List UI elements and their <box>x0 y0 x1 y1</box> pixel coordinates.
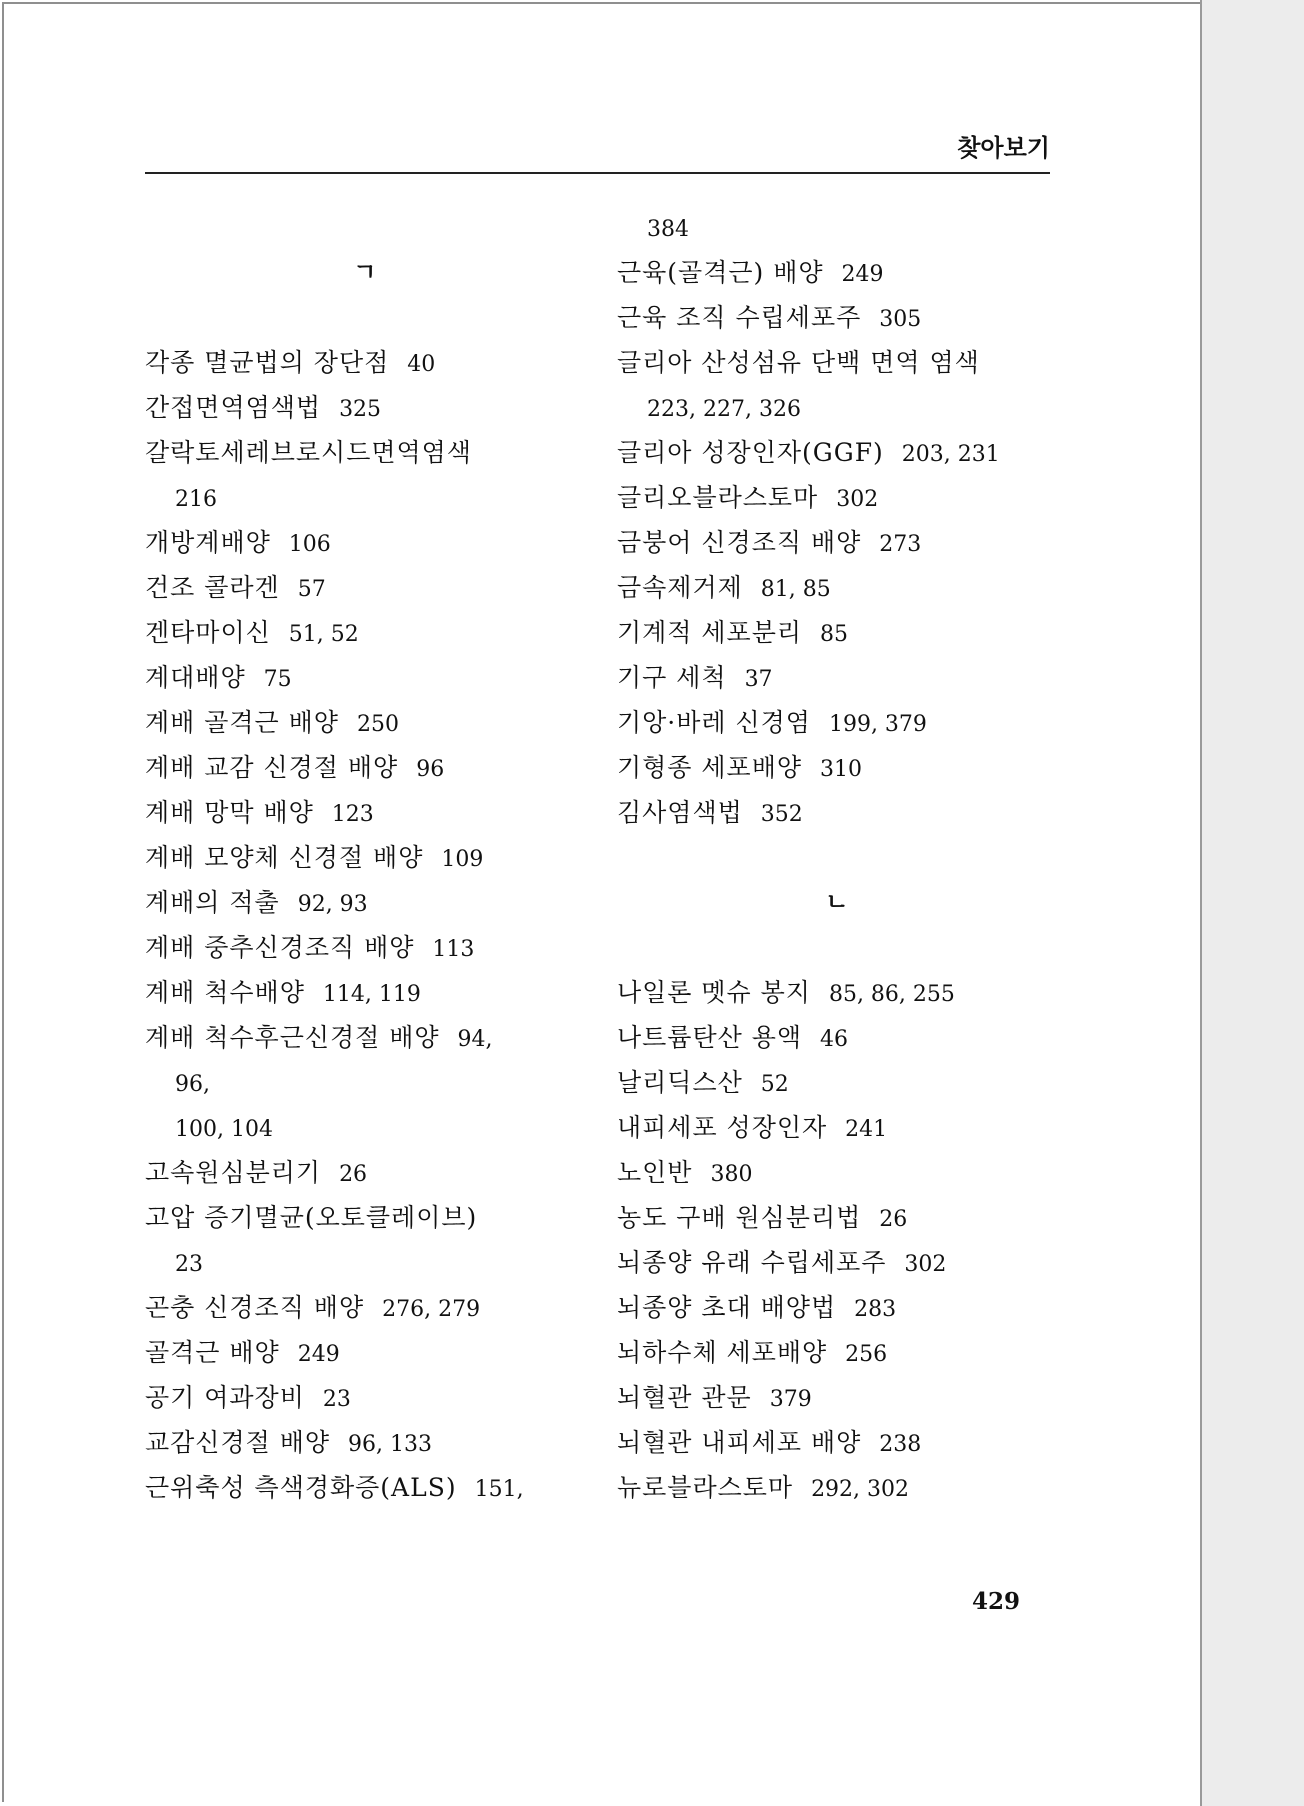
index-term: 계대배양 <box>145 663 246 692</box>
index-entry <box>617 1195 1057 1240</box>
index-term: 건조 콜라겐 <box>145 573 280 602</box>
index-term: 기형종 세포배양 <box>617 753 802 782</box>
index-entry-continuation <box>617 205 1057 250</box>
index-entry <box>145 1150 585 1195</box>
index-term: 계배 척수후근신경절 배양 <box>145 1023 440 1052</box>
page-refs: 123 <box>331 802 374 827</box>
index-entry <box>145 655 585 700</box>
index-term: 뇌종양 유래 수립세포주 <box>617 1248 887 1277</box>
page-edge <box>1200 0 1304 1806</box>
index-term: 근육 조직 수립세포주 <box>617 303 862 332</box>
page-refs: 249 <box>297 1342 340 1367</box>
page-refs: 199, 379 <box>828 712 927 737</box>
index-term: 곤충 신경조직 배양 <box>145 1293 365 1322</box>
index-term: 근위축성 측색경화증(ALS) <box>145 1473 457 1502</box>
page-refs: 151, <box>474 1477 524 1502</box>
index-entry <box>617 475 1057 520</box>
page-refs: 100, 104 <box>175 1117 273 1142</box>
page-refs: 26 <box>879 1207 908 1232</box>
index-entry <box>145 385 585 430</box>
blank-line <box>145 205 585 250</box>
index-term: 노인반 <box>617 1158 693 1187</box>
index-entry <box>145 970 585 1015</box>
index-entry <box>617 1240 1057 1285</box>
page-refs: 96, <box>175 1072 210 1097</box>
index-entry <box>145 1375 585 1420</box>
page-refs: 276, 279 <box>382 1297 481 1322</box>
index-entry <box>617 1150 1057 1195</box>
index-term: 계배 중추신경조직 배양 <box>145 933 415 962</box>
index-entry <box>145 790 585 835</box>
page-refs: 106 <box>288 532 331 557</box>
index-entry <box>145 880 585 925</box>
page-refs: 292, 302 <box>811 1477 910 1502</box>
page-refs: 310 <box>820 757 862 782</box>
page-refs: 114, 119 <box>322 982 421 1007</box>
index-entry <box>617 790 1057 835</box>
index-entry <box>617 250 1057 295</box>
index-term: 교감신경절 배양 <box>145 1428 330 1457</box>
index-term: 계배 척수배양 <box>145 978 305 1007</box>
index-term: 갈락토세레브로시드면역염색 <box>145 438 472 467</box>
index-term: 근육(골격근) 배양 <box>617 258 824 287</box>
index-entry <box>617 610 1057 655</box>
index-entry <box>617 295 1057 340</box>
index-term: 뇌혈관 내피세포 배양 <box>617 1428 862 1457</box>
index-entry <box>617 1015 1057 1060</box>
index-entry <box>145 925 585 970</box>
index-term: 금속제거제 <box>617 573 743 602</box>
index-term: 계배 망막 배양 <box>145 798 314 827</box>
index-entry <box>145 610 585 655</box>
index-term: 간접면역염색법 <box>145 393 322 422</box>
index-term: 기앙·바레 신경염 <box>617 708 811 737</box>
blank-line <box>617 925 1057 970</box>
page-refs: 81, 85 <box>760 577 831 602</box>
index-entry <box>617 1375 1057 1420</box>
index-entry <box>617 1465 1057 1510</box>
index-term: 공기 여과장비 <box>145 1383 305 1412</box>
index-entry <box>145 1330 585 1375</box>
page-refs: 52 <box>760 1072 789 1097</box>
index-column-left <box>145 205 585 1510</box>
index-entry-continuation <box>145 1240 585 1285</box>
index-entry <box>617 565 1057 610</box>
page-refs: 216 <box>175 487 217 512</box>
page-refs: 40 <box>407 352 436 377</box>
page-refs: 96, 133 <box>348 1432 432 1457</box>
page-refs: 94, <box>457 1027 493 1052</box>
blank-line <box>617 835 1057 880</box>
index-term: 각종 멸균법의 장단점 <box>145 348 390 377</box>
index-term: 계배 골격근 배양 <box>145 708 339 737</box>
index-term: 고압 증기멸균(오토클레이브) <box>145 1203 478 1232</box>
index-entry <box>145 1420 585 1465</box>
index-term: 계배 교감 신경절 배양 <box>145 753 399 782</box>
page-refs: 238 <box>879 1432 922 1457</box>
page-refs: 249 <box>841 262 884 287</box>
page-refs: 57 <box>297 577 326 602</box>
page-refs: 85 <box>820 622 848 647</box>
index-term: 농도 구배 원심분리법 <box>617 1203 862 1232</box>
page-refs: 250 <box>356 712 399 737</box>
index-entry <box>145 700 585 745</box>
page-refs: 113 <box>432 937 475 962</box>
index-entry <box>145 565 585 610</box>
index-entry <box>617 1420 1057 1465</box>
index-term: 글리아 성장인자(GGF) <box>617 438 884 467</box>
index-entry <box>617 745 1057 790</box>
page-refs: 256 <box>845 1342 888 1367</box>
page-refs: 92, 93 <box>297 892 368 917</box>
page-refs: 379 <box>769 1387 812 1412</box>
index-term: 글리오블라스토마 <box>617 483 819 512</box>
page-refs: 223, 227, 326 <box>647 397 801 422</box>
section-letter-heading: ㄱ <box>353 258 377 286</box>
page-refs: 75 <box>263 667 292 692</box>
index-term: 나트륨탄산 용액 <box>617 1023 802 1052</box>
index-term: 계배 모양체 신경절 배양 <box>145 843 424 872</box>
page-refs: 37 <box>744 667 773 692</box>
index-entry <box>617 1330 1057 1375</box>
index-term: 뇌종양 초대 배양법 <box>617 1293 837 1322</box>
index-entry <box>145 1285 585 1330</box>
index-term: 금붕어 신경조직 배양 <box>617 528 862 557</box>
section-letter-heading: ㄴ <box>825 888 849 916</box>
running-head: 찾아보기 <box>957 134 1050 162</box>
index-term: 김사염색법 <box>617 798 743 827</box>
index-term: 글리아 산성섬유 단백 면역 염색 <box>617 348 980 377</box>
page-refs: 302 <box>904 1252 947 1277</box>
index-entry-continuation <box>617 385 1057 430</box>
page-refs: 283 <box>854 1297 897 1322</box>
index-term: 내피세포 성장인자 <box>617 1113 828 1142</box>
index-term: 뇌하수체 세포배양 <box>617 1338 828 1367</box>
index-entry-continuation <box>145 1105 585 1150</box>
index-entry <box>617 520 1057 565</box>
index-entry-continuation <box>145 1060 585 1105</box>
page-refs: 23 <box>175 1252 203 1277</box>
index-term: 뇌혈관 관문 <box>617 1383 752 1412</box>
index-term: 계배의 적출 <box>145 888 280 917</box>
page-refs: 384 <box>647 217 689 242</box>
index-term: 골격근 배양 <box>145 1338 280 1367</box>
page-refs: 51, 52 <box>288 622 359 647</box>
page-refs: 352 <box>760 802 803 827</box>
index-entry <box>617 340 1057 385</box>
index-term: 고속원심분리기 <box>145 1158 322 1187</box>
index-term: 개방계배양 <box>145 528 271 557</box>
page-refs: 96 <box>416 757 445 782</box>
blank-line <box>145 295 585 340</box>
page-refs: 46 <box>820 1027 848 1052</box>
index-entry <box>617 1105 1057 1150</box>
header-rule <box>145 172 1050 174</box>
page-refs: 305 <box>879 307 922 332</box>
page-refs: 380 <box>710 1162 753 1187</box>
page-refs: 203, 231 <box>901 442 1000 467</box>
index-entry <box>145 340 585 385</box>
index-entry <box>617 1285 1057 1330</box>
index-entry <box>617 970 1057 1015</box>
index-term: 나일론 멧슈 봉지 <box>617 978 811 1007</box>
index-entry <box>145 430 585 475</box>
index-entry <box>617 655 1057 700</box>
page-number: 429 <box>971 1588 1020 1615</box>
index-entry <box>617 430 1057 475</box>
index-entry <box>145 835 585 880</box>
page-refs: 302 <box>836 487 879 512</box>
index-entry <box>617 1060 1057 1105</box>
index-column-right <box>617 205 1057 1510</box>
index-entry <box>145 1195 585 1240</box>
index-term: 기계적 세포분리 <box>617 618 802 647</box>
page-refs: 325 <box>339 397 382 422</box>
index-entry <box>145 745 585 790</box>
index-term: 겐타마이신 <box>145 618 271 647</box>
index-entry <box>145 1015 585 1060</box>
page-refs: 85, 86, 255 <box>828 982 955 1007</box>
index-entry <box>145 520 585 565</box>
page-refs: 26 <box>339 1162 368 1187</box>
index-term: 날리딕스산 <box>617 1068 743 1097</box>
page-refs: 241 <box>845 1117 888 1142</box>
page-refs: 23 <box>322 1387 351 1412</box>
page-refs: 273 <box>879 532 922 557</box>
index-entry <box>145 1465 585 1510</box>
index-entry <box>617 700 1057 745</box>
index-term: 기구 세척 <box>617 663 727 692</box>
index-entry-continuation <box>145 475 585 520</box>
index-term: 뉴로블라스토마 <box>617 1473 794 1502</box>
page-refs: 109 <box>441 847 484 872</box>
